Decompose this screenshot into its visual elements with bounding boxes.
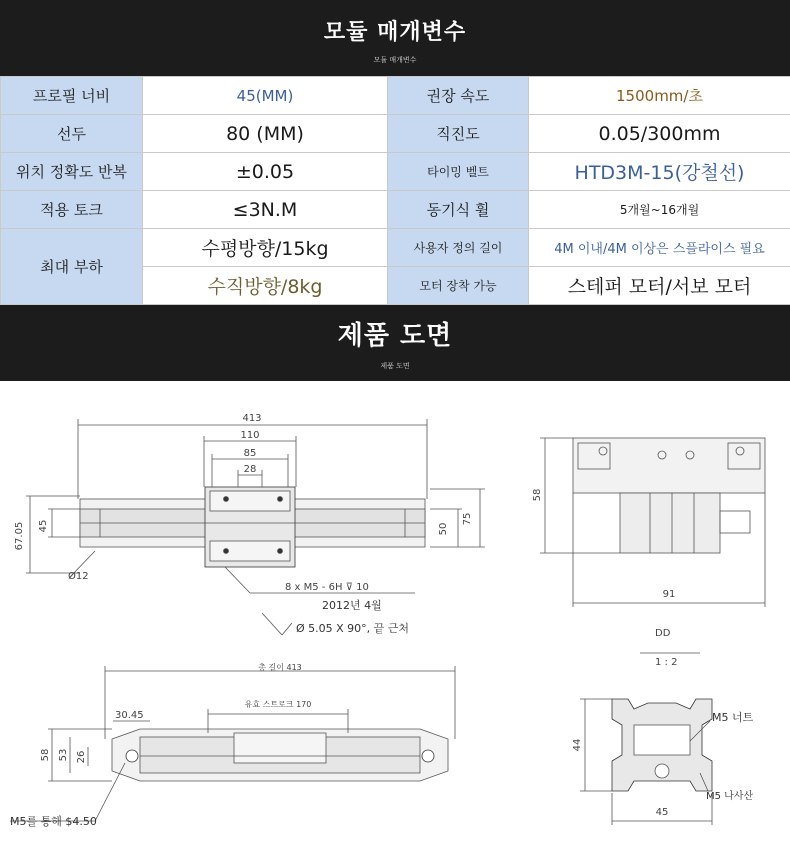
params-title: 모듈 매개변수 <box>323 20 467 45</box>
value-belt: HTD3M-15(강철선) <box>529 153 790 191</box>
dim-75: 75 <box>462 512 473 526</box>
drawing-title: 제품 도면 <box>337 321 453 351</box>
value-motor-mount: 스테퍼 모터/서보 모터 <box>529 267 790 305</box>
side-view <box>540 438 765 653</box>
dim-12: Ø12 <box>68 571 89 582</box>
total-length: 총 길이 413 <box>258 663 302 672</box>
dim-45-bottom: 45 <box>655 807 669 818</box>
value-straightness: 0.05/300mm <box>529 115 790 153</box>
label-custom-length: 사용자 정의 길이 <box>388 229 529 267</box>
params-subtitle: 모듈 매개변수 <box>373 56 417 64</box>
value-speed: 1500mm/초 <box>529 77 790 115</box>
table-row <box>1 191 790 229</box>
value-profile-width: 45(MM) <box>143 77 388 115</box>
value-lead: 80 (MM) <box>143 115 388 153</box>
bottom-view <box>10 666 455 821</box>
value-repeatability: ±0.05 <box>143 153 388 191</box>
label-repeatability: 위치 정확도 반복 <box>1 153 143 191</box>
params-banner <box>0 0 790 76</box>
dim-91: 91 <box>662 589 676 600</box>
label-motor-mount: 모터 장착 가능 <box>388 267 529 305</box>
table-row <box>1 77 790 115</box>
value-custom-length: 4M 이내/4M 이상은 스플라이스 필요 <box>529 229 790 267</box>
dim-67-05: 67.05 <box>14 521 25 551</box>
scale-value: 1 : 2 <box>655 657 678 668</box>
value-torque: ≤3N.M <box>143 191 388 229</box>
table-row <box>1 115 790 153</box>
dim-44: 44 <box>572 738 583 752</box>
value-wheel: 5개월~16개월 <box>529 191 790 229</box>
table-row <box>1 153 790 191</box>
table-row <box>1 229 790 267</box>
label-lead: 선두 <box>1 115 143 153</box>
drawing-date: 2012년 4월 <box>322 599 382 612</box>
m5-thread-label: M5 나사산 <box>706 791 754 802</box>
dim-26: 26 <box>76 750 87 764</box>
screw-spec: 8 x M5 - 6H ⊽ 10 <box>285 582 369 593</box>
drawing-svg <box>0 381 790 861</box>
label-torque: 적용 토크 <box>1 191 143 229</box>
dim-58-left: 58 <box>40 748 51 762</box>
label-profile-width: 프로필 너비 <box>1 77 143 115</box>
drawing-banner <box>0 305 790 381</box>
drawing-subtitle: 제품 도면 <box>380 362 410 370</box>
scale-label: DD <box>655 628 671 639</box>
label-speed: 권장 속도 <box>388 77 529 115</box>
dim-28: 28 <box>243 464 257 475</box>
dim-50: 50 <box>438 522 449 536</box>
dim-53: 53 <box>58 748 69 762</box>
chamfer-note: Ø 5.05 X 90°, 끝 근처 <box>296 622 410 635</box>
m5-nut-label: M5 너트 <box>712 711 754 724</box>
dim-45-left: 45 <box>38 519 49 533</box>
dim-413: 413 <box>242 413 262 424</box>
label-straightness: 직진도 <box>388 115 529 153</box>
label-wheel: 동기식 휠 <box>388 191 529 229</box>
value-load-vertical: 수직방향/8kg <box>143 267 388 305</box>
params-table <box>0 76 790 305</box>
technical-drawing <box>0 381 790 861</box>
effective-stroke: 유효 스트로크 170 <box>244 700 312 709</box>
dim-85: 85 <box>243 448 257 459</box>
cross-section-view <box>580 699 712 825</box>
dim-58-right: 58 <box>532 488 543 502</box>
dim-110: 110 <box>240 430 260 441</box>
through-hole-note: M5를 통해 $4.50 <box>10 815 97 828</box>
dim-30-45: 30.45 <box>115 710 144 721</box>
label-belt: 타이밍 벨트 <box>388 153 529 191</box>
value-load-horizontal: 수평방향/15kg <box>143 229 388 267</box>
label-max-load: 최대 부하 <box>1 229 143 305</box>
